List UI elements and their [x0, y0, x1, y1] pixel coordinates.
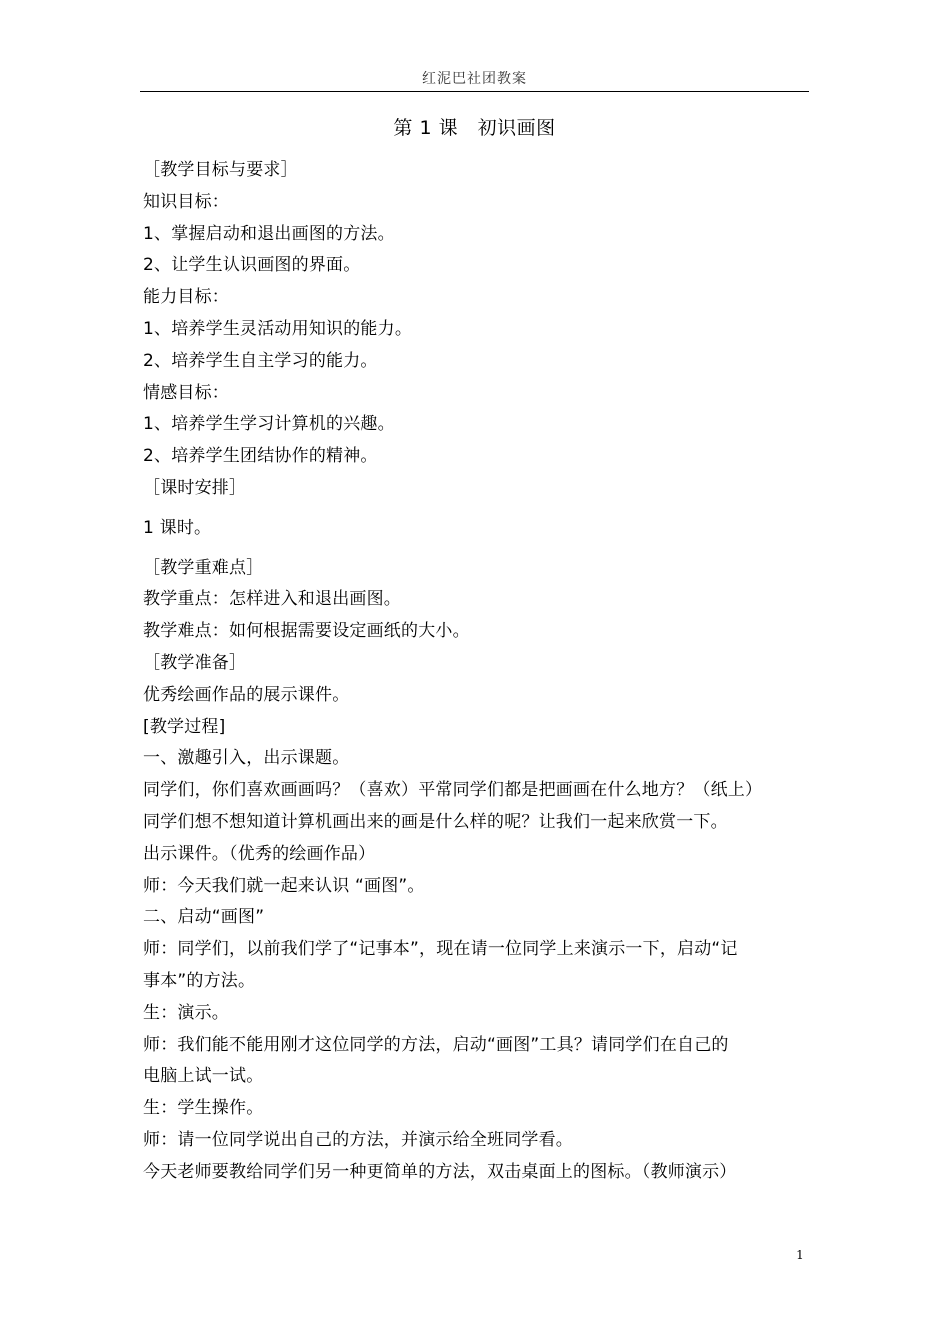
ability-objective-2: 2、培养学生自主学习的能力。 [143, 350, 378, 371]
process-paragraph: 出示课件。（优秀的绘画作品） [143, 843, 376, 864]
ability-objective-1: 1、培养学生灵活动用知识的能力。 [143, 318, 413, 339]
process-paragraph: 师：同学们，以前我们学了“记事本”，现在请一位同学上来演示一下，启动“记 [143, 939, 738, 960]
section-heading-schedule: ［课时安排］ [143, 477, 247, 498]
knowledge-objective-heading: 知识目标： [143, 191, 229, 212]
section-heading-preparation: ［教学准备］ [143, 652, 247, 673]
section-heading-objectives: ［教学目标与要求］ [143, 160, 298, 180]
preparation-text: 优秀绘画作品的展示课件。 [143, 684, 350, 705]
emotion-objective-heading: 情感目标： [143, 382, 229, 403]
process-paragraph: 今天老师要教给同学们另一种更简单的方法，双击桌面上的图标。（教师演示） [143, 1161, 737, 1182]
process-paragraph: 生：学生操作。 [143, 1098, 264, 1119]
lesson-title: 第 1 课 初识画图 [393, 117, 556, 139]
page-number: 1 [796, 1248, 804, 1262]
process-paragraph: 生：演示。 [143, 1002, 229, 1023]
difficult-point: 教学难点：如何根据需要设定画纸的大小。 [143, 621, 470, 642]
lesson-content [143, 155, 815, 1189]
process-step-1-heading: 一、激趣引入，出示课题。 [143, 748, 350, 769]
process-paragraph: 事本”的方法。 [143, 970, 256, 991]
schedule-text: 1 课时。 [143, 517, 212, 538]
process-paragraph: 同学们，你们喜欢画画吗？（喜欢）平常同学们都是把画画在什么地方？（纸上） [143, 780, 763, 801]
process-paragraph: 电脑上试一试。 [143, 1066, 264, 1087]
emotion-objective-1: 1、培养学生学习计算机的兴趣。 [143, 414, 395, 435]
emotion-objective-2: 2、培养学生团结协作的精神。 [143, 446, 378, 467]
knowledge-objective-1: 1、掌握启动和退出画图的方法。 [143, 223, 395, 244]
process-paragraph: 师：我们能不能用刚才这位同学的方法，启动“画图”工具？请同学们在自己的 [143, 1034, 729, 1055]
section-heading-process: [教学过程] [143, 716, 226, 737]
page-header: 红泥巴社团教案 [422, 71, 527, 87]
process-paragraph: 同学们想不想知道计算机画出来的画是什么样的呢？让我们一起来欣赏一下。 [143, 811, 728, 832]
key-point: 教学重点：怎样进入和退出画图。 [143, 589, 401, 610]
ability-objective-heading: 能力目标： [143, 287, 229, 308]
process-paragraph: 师：今天我们就一起来认识 “画图”。 [143, 875, 425, 896]
section-heading-key-points: ［教学重难点］ [143, 557, 264, 578]
process-step-2-heading: 二、启动“画图” [143, 907, 265, 928]
header-rule [140, 91, 809, 92]
knowledge-objective-2: 2、让学生认识画图的界面。 [143, 255, 361, 276]
process-paragraph: 师：请一位同学说出自己的方法，并演示给全班同学看。 [143, 1129, 573, 1150]
